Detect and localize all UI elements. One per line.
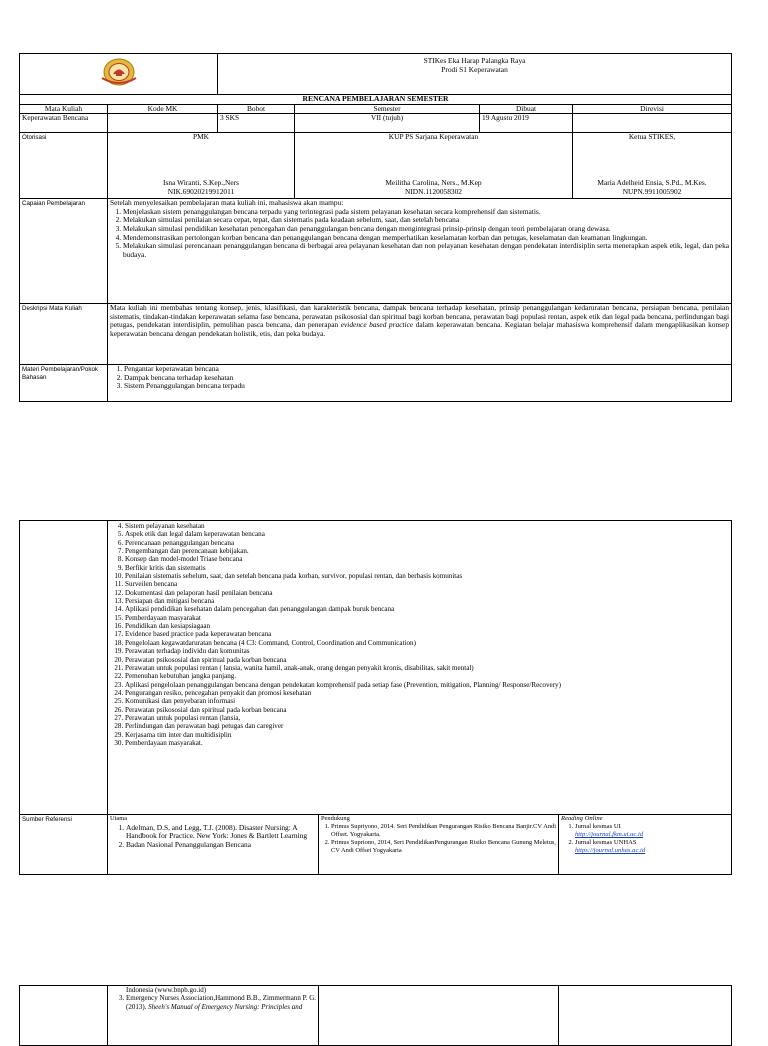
outcome-item: 4. Mendemonstrasikan pertolongan korban bencana dan penanggulangan bencana dengan memperhatikan keselamatan korban dan petugas, keselamatan dan keamanan lingkungan. bbox=[123, 234, 729, 243]
col-course: Mata Kuliah bbox=[20, 104, 108, 114]
references-online-label: Reading Online bbox=[561, 815, 603, 822]
rps-table-page2 bbox=[19, 520, 732, 875]
materials-label: Materi Pembelajaran/Pokok Bahasan bbox=[20, 365, 108, 402]
support-reference-item: 2. Primus Supriono, 2014, Seri PendidikanPengurangan Risiko Bencana Gunung Meletus, CV Andi Offset Yogyakarta bbox=[331, 839, 556, 855]
outcome-item: 5. Melakukan simulasi perencanaan penanggulangan bencana di berbagai area pelayanan kesehatan dan non pelayanan kesehatan dengan pendekatan interdisiplin serta menerapkan aspek etik, legal, dan peka budaya. bbox=[123, 242, 729, 259]
document-title: RENCANA PEMBELAJARAN SEMESTER bbox=[20, 95, 732, 105]
material-item: 1. Pengantar keperawatan bencana bbox=[124, 365, 729, 374]
references-main-continued bbox=[108, 986, 319, 1046]
material-item: 20. Perawatan psikososial dan spiritual pada korban bencana bbox=[125, 656, 729, 664]
materials-cell-page2 bbox=[108, 521, 732, 815]
material-item: 17. Evidence based practice pada keperawatan bencana bbox=[125, 630, 729, 638]
material-item: 7. Pengembangan dan perencanaan kebijakan. bbox=[125, 547, 729, 555]
references-online-cell bbox=[559, 815, 732, 875]
outcome-item: 1. Menjelaskan sistem penanggulangan bencana terpadu yang terintegrasi pada sistem pelayanan kesehatan secara komprehensif dan sistematis. bbox=[123, 208, 729, 217]
materials-label-continued bbox=[20, 521, 108, 815]
material-item: 21. Perawatan untuk populasi rentan ( lansia, wanita hamil, anak-anak, orang dengan penyakit kronis, disabilitas, sakit mental) bbox=[125, 664, 729, 672]
material-item: 30. Pemberdayaan masyarakat. bbox=[125, 739, 729, 747]
kup-title: KUP PS Sarjana Keperawatan bbox=[388, 132, 479, 142]
reference-item: 1. Adelman, D.S, and Legg, T.J. (2008). Disaster Nursing: A Handbook for Practice. New York: Jones & Bartlett Learning bbox=[126, 824, 316, 841]
references-label: Sumber Referensi bbox=[20, 815, 108, 875]
online-reference-name: Jurnal kesmas UNHAS bbox=[575, 839, 637, 846]
rps-table-page1 bbox=[19, 53, 732, 402]
pmk-name: Isna Wiranti, S.Kep.,Ners bbox=[163, 178, 239, 187]
material-item: 24. Pengurangan resiko, pencegahan penyakit dan promosi kesehatan bbox=[125, 689, 729, 697]
course-semester: VII (tujuh) bbox=[295, 114, 480, 133]
support-reference-item: 1. Primus Supriyono, 2014. Seri Pendidikan Pengurangan Risiko Bencana Banjir.CV Andi Offset. Yogyakarta. bbox=[331, 823, 556, 839]
description-text-a: Mata kuliah ini membahas tentang konsep, jenis, klasifikasi, dan karakteristik bencana, dampak bencana terhadap kesehatan, prinsip penanggulangan kedaruratan bencana, persiapan bencana, penilaian sistematis, tindakan-tindakan keperawatan selama fase bencana, perawatan psikososial dan spiritual bagi korban bencana, perawatan bagi populasi rentan, aspek etik dan legal pada bencana, perlindungan bagi petugas, pendekatan interdisiplin, pemulihan pasca bencana, dan penerapan bbox=[110, 303, 730, 330]
materials-list-page1 bbox=[110, 365, 729, 391]
course-code bbox=[108, 114, 218, 133]
material-item: 22. Pemenuhan kebutuhan jangka panjang. bbox=[125, 672, 729, 680]
chair-name: Maria Adelheid Ensia, S.Pd., M.Kes. bbox=[597, 178, 707, 187]
material-item: 6. Perencanaan penanggulangan bencana bbox=[125, 539, 729, 547]
materials-list-page2 bbox=[110, 522, 729, 747]
online-reference-link[interactable]: http://journal.fkm.ui.ac.id bbox=[575, 831, 644, 838]
material-item: 18. Pengelolaan kegawatdaruratan bencana (4 C3: Command, Control, Coordination and Communication) bbox=[125, 639, 729, 647]
description-text-em: evidence based practice bbox=[340, 320, 414, 330]
references-online-continued bbox=[559, 986, 732, 1046]
material-item: 26. Perawatan psikososial dan spiritual pada korban bencana bbox=[125, 706, 729, 714]
references-online-list bbox=[561, 823, 729, 855]
authorization-label: Otorisasi bbox=[20, 133, 108, 199]
col-made: Dibuat bbox=[480, 104, 573, 114]
description-cell bbox=[108, 304, 732, 365]
references-label-continued bbox=[20, 986, 108, 1046]
material-item: 11. Surveilen bencana bbox=[125, 580, 729, 588]
references-support-label: Pendukung bbox=[321, 815, 350, 822]
material-item: 28. Perlindungan dan perawatan bagi petugas dan caregiver bbox=[125, 722, 729, 730]
program-name: Prodi S1 Keperawatan bbox=[441, 64, 508, 74]
material-item: 4. Sistem pelayanan kesehatan bbox=[125, 522, 729, 530]
references-main-label: Utama bbox=[110, 815, 128, 822]
chair-title: Ketua STIKES, bbox=[628, 132, 676, 142]
material-item: 23. Aplikasi pengelolaan penanggulangan bencana dengan pendekatan komprehensif pada setiap fase (Prevention, mitigation, Planning/ Response/Recovery) bbox=[125, 681, 729, 689]
references-main-list-continued bbox=[110, 994, 316, 1011]
material-item: 25. Komunikasi dan penyebaran informasi bbox=[125, 697, 729, 705]
material-item: 15. Pemberdayaan masyarakat bbox=[125, 614, 729, 622]
material-item: 5. Aspek etik dan legal dalam keperawatan bencana bbox=[125, 530, 729, 538]
institution-header bbox=[218, 54, 732, 95]
material-item: 13. Persiapan dan mitigasi bencana bbox=[125, 597, 729, 605]
material-item: 3. Sistem Penanggulangan bencana terpadu bbox=[124, 382, 729, 391]
col-weight: Bobot bbox=[218, 104, 295, 114]
outcome-item: 2. Melakukan simulasi penilaian secara cepat, tepat, dan sistematis pada keadaan sebelum, saat, dan setelah bencana bbox=[123, 216, 729, 225]
material-item: 8. Konsep dan model-model Triase bencana bbox=[125, 555, 729, 563]
rps-table-page3 bbox=[19, 985, 732, 1046]
online-reference-name: Jurnal kesmas UI bbox=[575, 823, 621, 830]
references-main-list bbox=[110, 824, 316, 850]
material-item: 10. Penilaian sistematis sebelum, saat, dan setelah bencana pada korban, survivor, populasi rentan, dan berbasis komunitas bbox=[125, 572, 729, 580]
material-item: 2. Dampak bencana terhadap kesehatan bbox=[124, 374, 729, 383]
institution-name: STIKes Eka Harap Palangka Raya bbox=[423, 56, 526, 65]
description-text-b: dalam keperawatan bencana. Kegiatan belajar mahasiswa komprehensif dalam mengaplikasikan konsep keperawatan bencana dengan pendekatan holistik, etis, dan peka budaya. bbox=[110, 320, 730, 338]
outcomes-list bbox=[110, 208, 729, 260]
kup-nidn: NIDN.1120058302 bbox=[405, 186, 462, 196]
material-item: 12. Dokumentasi dan pelaporan hasil penilaian bencana bbox=[125, 589, 729, 597]
material-item: 19. Perawatan terhadap individu dan komunitas bbox=[125, 647, 729, 655]
description-label: Deskripsi Mata Kuliah bbox=[20, 304, 108, 365]
references-main-cell bbox=[108, 815, 319, 875]
col-revision: Direvisi bbox=[573, 104, 732, 114]
online-reference-item bbox=[575, 823, 729, 839]
pmk-title: PMK bbox=[192, 132, 210, 142]
outcomes-cell bbox=[108, 199, 732, 304]
material-item: 16. Pendidikan dan kesiapsiagaan bbox=[125, 622, 729, 630]
material-item: 27. Perawatan untuk populasi rentan (lansia, bbox=[125, 714, 729, 722]
references-support-list bbox=[321, 823, 556, 855]
references-support-cell bbox=[319, 815, 559, 875]
institution-logo bbox=[91, 57, 147, 87]
outcome-item: 3. Melakukan simulasi pendidikan kesehatan pencegahan dan penanggulangan bencana dengan mengintegrasi prinsip-prinsip dengan teori pembelajaran orang dewasa. bbox=[123, 225, 729, 234]
materials-cell-page1 bbox=[108, 365, 732, 402]
kup-signature-cell bbox=[295, 133, 573, 199]
outcomes-intro: Setelah menyelesaikan pembelajaran mata kuliah ini, mahasiswa akan mampu: bbox=[110, 198, 344, 208]
course-made: 19 Agustu 2019 bbox=[480, 114, 573, 133]
kup-name: Meilitha Carolina, Ners., M.Kep bbox=[385, 178, 482, 187]
references-support-continued bbox=[319, 986, 559, 1046]
col-code: Kode MK bbox=[108, 104, 218, 114]
chair-nupn: NUPN.9911005902 bbox=[622, 186, 682, 196]
col-semester: Semester bbox=[295, 104, 480, 114]
online-reference-item bbox=[575, 839, 729, 855]
material-item: 9. Berfikir kritis dan sistematis bbox=[125, 564, 729, 572]
course-revision bbox=[573, 114, 732, 133]
course-weight: 3 SKS bbox=[218, 114, 295, 133]
pmk-signature-cell bbox=[108, 133, 295, 199]
reference-item: 2. Badan Nasional Penanggulangan Bencana bbox=[126, 841, 316, 850]
course-name: Keperawatan Bencana bbox=[20, 114, 108, 133]
reference-item: 3. Emergency Nurses Association,Hammond B.B., Zimmermann P. G. (2013). Sheeh's Manual of Emergency Nursing: Principles and bbox=[126, 994, 316, 1011]
chair-signature-cell bbox=[573, 133, 732, 199]
outcomes-label: Capaian Pembelajaran bbox=[20, 199, 108, 304]
online-reference-link[interactable]: https://journal.unhas.ac.id bbox=[575, 847, 646, 854]
reference-continued-line: Indonesia (www.bnpb.go.id) bbox=[126, 986, 207, 994]
material-item: 29. Kerjasama tim inter dan multidisiplin bbox=[125, 731, 729, 739]
logo-cell bbox=[20, 54, 218, 95]
material-item: 14. Aplikasi pendidikan kesehatan dalam pencegahan dan penanggulangan dampak buruk bencana bbox=[125, 605, 729, 613]
pmk-nik: NIK.69020219912011 bbox=[167, 186, 235, 196]
